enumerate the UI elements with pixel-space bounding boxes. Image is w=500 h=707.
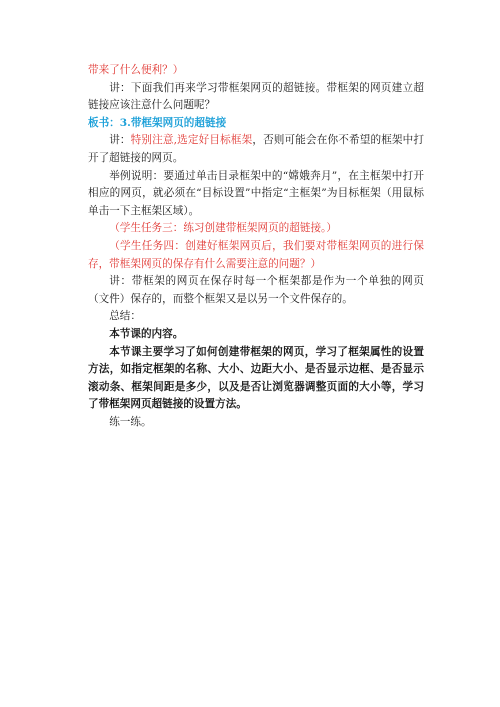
paragraph-example: 举例说明：要通过单击目录框架中的“嫦娥奔月”，在主框架中打开相应的网页，就必须在“目标设置”中指定“主框架”为目标框架（用鼠标单击一下主框架区域）。 [88, 169, 424, 217]
paragraph-student-task-4: （学生任务四：创建好框架网页后，我们要对带框架网页的进行保存，带框架网页的保存有什么需要注意的问题？） [88, 239, 424, 270]
summary-label: 总结： [109, 310, 141, 323]
lecture-warning: ，否则可能会在你不希望的框架中打开了超链接的网页。 [88, 134, 425, 164]
highlight-target-frame: 特别注意,选定好目标框架 [130, 134, 253, 147]
paragraph-target-frame-note [88, 132, 424, 167]
board-heading [88, 115, 424, 133]
document-body [88, 62, 424, 431]
summary-heading: 本节课的内容。 [109, 327, 184, 340]
practice-label: 练一练。 [109, 415, 152, 428]
summary-content: 本节课主要学习了如何创建带框架的网页，学习了框架属性的设置方法，如指定框架的名称、大小、边距大小、是否显示边框、是否显示滚动条、框架间距是多少，以及是否让浏览器调整页面的大小等，学习了带框架网页超链接的设置方法。 [88, 345, 424, 411]
board-label: 板书： [88, 116, 120, 129]
paragraph-student-task-3: （学生任务三：练习创建带框架网页的超链接。） [109, 222, 337, 235]
board-title: 3.带框架网页的超链接 [119, 116, 227, 129]
paragraph-saving-frames: 讲：带框架的网页在保存时每一个框架都是作为一个单独的网页（文件）保存的，而整个框架又是以另一个文件保存的。 [88, 275, 424, 305]
lecture-prefix: 讲： [109, 134, 131, 147]
paragraph-question-end: 带来了什么便利？） [88, 64, 184, 76]
paragraph-lecture-hyperlink-intro: 讲：下面我们再来学习带框架网页的超链接。带框架的网页建立超链接应该注意什么问题呢？ [88, 81, 424, 112]
